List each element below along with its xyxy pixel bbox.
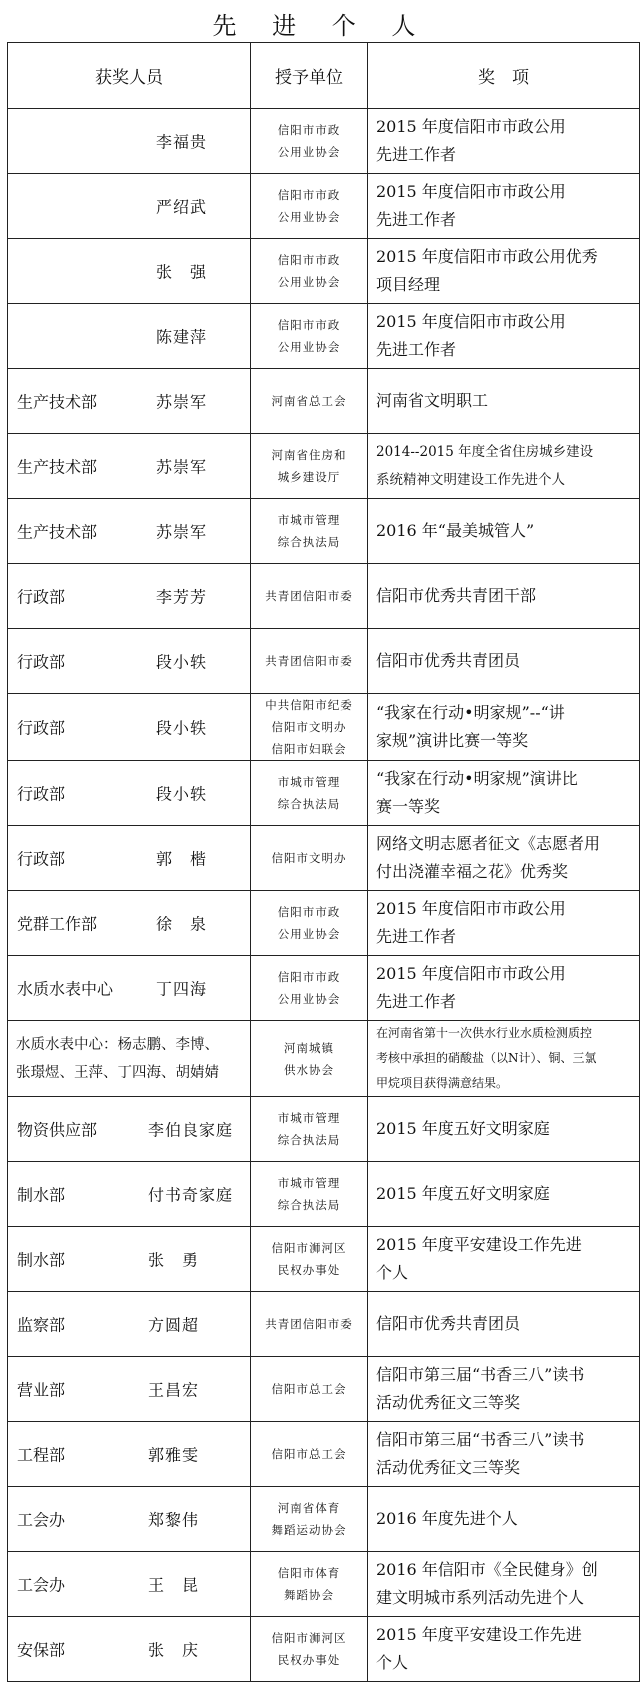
recipient-cell xyxy=(8,369,251,434)
table-row xyxy=(8,891,640,956)
recipient xyxy=(8,1097,250,1161)
table-row xyxy=(8,694,640,761)
recipient xyxy=(8,499,250,563)
granting-unit: 信阳市文明办 xyxy=(251,826,368,891)
recipient xyxy=(8,1227,250,1291)
recipient-cell xyxy=(8,564,251,629)
recipient xyxy=(8,826,250,890)
recipient-cell xyxy=(8,434,251,499)
award-item: 信阳市优秀共青团员 xyxy=(368,1292,640,1357)
award-item: 在河南省第十一次供水行业水质检测质控 考核中承担的硝酸盐（以N计）、铜、三氯 甲烷项目获得满意结果。 xyxy=(368,1021,640,1097)
award-item: 2015 年度五好文明家庭 xyxy=(368,1097,640,1162)
table-row xyxy=(8,1617,640,1682)
recipient-cell xyxy=(8,1552,251,1617)
person-name: 李福贵 xyxy=(156,132,208,152)
table-row xyxy=(8,1292,640,1357)
granting-unit: 市城市管理 综合执法局 xyxy=(251,1162,368,1227)
award-table xyxy=(7,42,640,1682)
granting-unit: 信阳市市政 公用业协会 xyxy=(251,174,368,239)
table-row xyxy=(8,434,640,499)
department: 监察部 xyxy=(17,1315,66,1335)
department: 生产技术部 xyxy=(17,522,98,542)
recipient xyxy=(8,1357,250,1421)
table-row xyxy=(8,1487,640,1552)
recipient-cell xyxy=(8,1422,251,1487)
award-item: 2015 年度平安建设工作先进 个人 xyxy=(368,1617,640,1682)
award-item: 2016 年“最美城管人” xyxy=(368,499,640,564)
recipient xyxy=(8,956,250,1020)
granting-unit: 市城市管理 综合执法局 xyxy=(251,761,368,826)
department: 安保部 xyxy=(17,1640,66,1660)
table-row xyxy=(8,761,640,826)
recipient xyxy=(8,695,250,759)
person-name: 李芳芳 xyxy=(156,587,208,607)
department: 行政部 xyxy=(17,718,66,738)
table-row xyxy=(8,1357,640,1422)
recipient-cell xyxy=(8,1617,251,1682)
award-item: 信阳市第三届“书香三八”读书 活动优秀征文三等奖 xyxy=(368,1357,640,1422)
award-item: 2015 年度平安建设工作先进 个人 xyxy=(368,1227,640,1292)
granting-unit: 信阳市总工会 xyxy=(251,1357,368,1422)
award-item: 2015 年度五好文明家庭 xyxy=(368,1162,640,1227)
header-row xyxy=(8,43,640,109)
award-item: 2016 年信阳市《全民健身》创 建文明城市系列活动先进个人 xyxy=(368,1552,640,1617)
recipient xyxy=(8,1162,250,1226)
recipient-cell xyxy=(8,1227,251,1292)
award-item: 信阳市优秀共青团员 xyxy=(368,629,640,694)
recipient-cell xyxy=(8,239,251,304)
recipient-cell: 水质水表中心：杨志鹏、李博、 张璟煜、王萍、丁四海、胡婧婧 xyxy=(8,1021,251,1097)
recipient xyxy=(8,1552,250,1616)
recipient-cell xyxy=(8,1162,251,1227)
recipient-cell xyxy=(8,629,251,694)
granting-unit: 信阳市市政 公用业协会 xyxy=(251,239,368,304)
award-item: “我家在行动•明家规”演讲比 赛一等奖 xyxy=(368,761,640,826)
person-name: 郑黎伟 xyxy=(148,1510,200,1530)
recipient xyxy=(8,564,250,628)
person-name: 徐 泉 xyxy=(156,914,208,934)
person-name: 张 强 xyxy=(156,262,208,282)
person-name: 段小轶 xyxy=(156,652,208,672)
person-name: 丁四海 xyxy=(156,979,208,999)
recipient xyxy=(8,1422,250,1486)
department: 行政部 xyxy=(17,784,66,804)
person-name: 方圆超 xyxy=(148,1315,200,1335)
award-item: 信阳市第三届“书香三八”读书 活动优秀征文三等奖 xyxy=(368,1422,640,1487)
header-award: 奖 项 xyxy=(368,43,640,109)
header-unit: 授予单位 xyxy=(251,43,368,109)
table-row xyxy=(8,826,640,891)
award-item: “我家在行动•明家规”--“讲 家规”演讲比赛一等奖 xyxy=(368,694,640,761)
granting-unit: 市城市管理 综合执法局 xyxy=(251,499,368,564)
recipient-cell xyxy=(8,956,251,1021)
award-item: 2015 年度信阳市市政公用优秀 项目经理 xyxy=(368,239,640,304)
award-item: 2016 年度先进个人 xyxy=(368,1487,640,1552)
recipient xyxy=(8,174,250,238)
recipient-cell xyxy=(8,109,251,174)
department: 工程部 xyxy=(17,1445,66,1465)
table-row xyxy=(8,1097,640,1162)
table-row xyxy=(8,956,640,1021)
granting-unit: 信阳市浉河区 民权办事处 xyxy=(251,1617,368,1682)
person-name: 苏崇军 xyxy=(156,392,208,412)
recipient-cell xyxy=(8,694,251,761)
recipient xyxy=(8,369,250,433)
header-recipient: 获奖人员 xyxy=(8,43,251,109)
recipient-cell xyxy=(8,1097,251,1162)
table-row xyxy=(8,564,640,629)
granting-unit: 河南省住房和 城乡建设厅 xyxy=(251,434,368,499)
award-item: 河南省文明职工 xyxy=(368,369,640,434)
person-name: 张 庆 xyxy=(148,1640,200,1660)
granting-unit: 共青团信阳市委 xyxy=(251,564,368,629)
award-item: 2014--2015 年度全省住房城乡建设 系统精神文明建设工作先进个人 xyxy=(368,434,640,499)
recipient-cell xyxy=(8,891,251,956)
recipient xyxy=(8,239,250,303)
person-name: 苏崇军 xyxy=(156,522,208,542)
person-name: 李伯良家庭 xyxy=(148,1120,234,1140)
table-row xyxy=(8,1162,640,1227)
department: 营业部 xyxy=(17,1380,66,1400)
granting-unit: 信阳市市政 公用业协会 xyxy=(251,109,368,174)
person-name: 付书奇家庭 xyxy=(148,1185,234,1205)
granting-unit: 信阳市市政 公用业协会 xyxy=(251,891,368,956)
department: 党群工作部 xyxy=(17,914,98,934)
department: 行政部 xyxy=(17,849,66,869)
table-row xyxy=(8,1552,640,1617)
department: 生产技术部 xyxy=(17,392,98,412)
person-name: 王昌宏 xyxy=(148,1380,200,1400)
table-row xyxy=(8,304,640,369)
department: 行政部 xyxy=(17,652,66,672)
recipient-cell xyxy=(8,174,251,239)
table-row xyxy=(8,109,640,174)
granting-unit: 信阳市市政 公用业协会 xyxy=(251,956,368,1021)
department: 行政部 xyxy=(17,587,66,607)
department: 工会办 xyxy=(17,1510,66,1530)
granting-unit: 河南省总工会 xyxy=(251,369,368,434)
page-title: 先 进 个 人 xyxy=(212,12,430,40)
recipient-cell xyxy=(8,1292,251,1357)
granting-unit: 共青团信阳市委 xyxy=(251,629,368,694)
granting-unit: 中共信阳市纪委 信阳市文明办 信阳市妇联会 xyxy=(251,694,368,761)
recipient-cell xyxy=(8,1487,251,1552)
award-item: 2015 年度信阳市市政公用 先进工作者 xyxy=(368,304,640,369)
person-name: 严绍武 xyxy=(156,197,208,217)
person-name: 王 昆 xyxy=(148,1575,200,1595)
recipient xyxy=(8,761,250,825)
granting-unit: 信阳市市政 公用业协会 xyxy=(251,304,368,369)
award-item: 网络文明志愿者征文《志愿者用 付出浇灌幸福之花》优秀奖 xyxy=(368,826,640,891)
department: 工会办 xyxy=(17,1575,66,1595)
person-name: 段小轶 xyxy=(156,718,208,738)
recipient-cell xyxy=(8,304,251,369)
person-name: 陈建萍 xyxy=(156,327,208,347)
recipient xyxy=(8,1617,250,1681)
award-item: 2015 年度信阳市市政公用 先进工作者 xyxy=(368,174,640,239)
table-row xyxy=(8,1021,640,1097)
recipient xyxy=(8,1292,250,1356)
department: 制水部 xyxy=(17,1185,66,1205)
recipient-cell xyxy=(8,1357,251,1422)
recipient xyxy=(8,434,250,498)
granting-unit: 市城市管理 综合执法局 xyxy=(251,1097,368,1162)
granting-unit: 信阳市总工会 xyxy=(251,1422,368,1487)
granting-unit: 河南城镇 供水协会 xyxy=(251,1021,368,1097)
award-item: 2015 年度信阳市市政公用 先进工作者 xyxy=(368,109,640,174)
recipient-cell xyxy=(8,826,251,891)
table-row xyxy=(8,1227,640,1292)
table-row xyxy=(8,369,640,434)
award-item: 2015 年度信阳市市政公用 先进工作者 xyxy=(368,891,640,956)
table-row xyxy=(8,1422,640,1487)
recipient-cell xyxy=(8,499,251,564)
recipient xyxy=(8,304,250,368)
person-name: 段小轶 xyxy=(156,784,208,804)
award-item: 信阳市优秀共青团干部 xyxy=(368,564,640,629)
table-row xyxy=(8,174,640,239)
granting-unit: 共青团信阳市委 xyxy=(251,1292,368,1357)
recipient xyxy=(8,1487,250,1551)
department: 水质水表中心 xyxy=(17,979,114,999)
table-row xyxy=(8,239,640,304)
recipient xyxy=(8,109,250,173)
granting-unit: 信阳市体育 舞蹈协会 xyxy=(251,1552,368,1617)
department: 制水部 xyxy=(17,1250,66,1270)
recipient xyxy=(8,891,250,955)
table-row xyxy=(8,629,640,694)
recipient-cell xyxy=(8,761,251,826)
granting-unit: 信阳市浉河区 民权办事处 xyxy=(251,1227,368,1292)
recipient xyxy=(8,629,250,693)
person-name: 郭 楷 xyxy=(156,849,208,869)
award-item: 2015 年度信阳市市政公用 先进工作者 xyxy=(368,956,640,1021)
department: 物资供应部 xyxy=(17,1120,98,1140)
person-name: 苏崇军 xyxy=(156,457,208,477)
granting-unit: 河南省体育 舞蹈运动协会 xyxy=(251,1487,368,1552)
person-name: 郭雅雯 xyxy=(148,1445,200,1465)
department: 生产技术部 xyxy=(17,457,98,477)
person-name: 张 勇 xyxy=(148,1250,200,1270)
table-row xyxy=(8,499,640,564)
